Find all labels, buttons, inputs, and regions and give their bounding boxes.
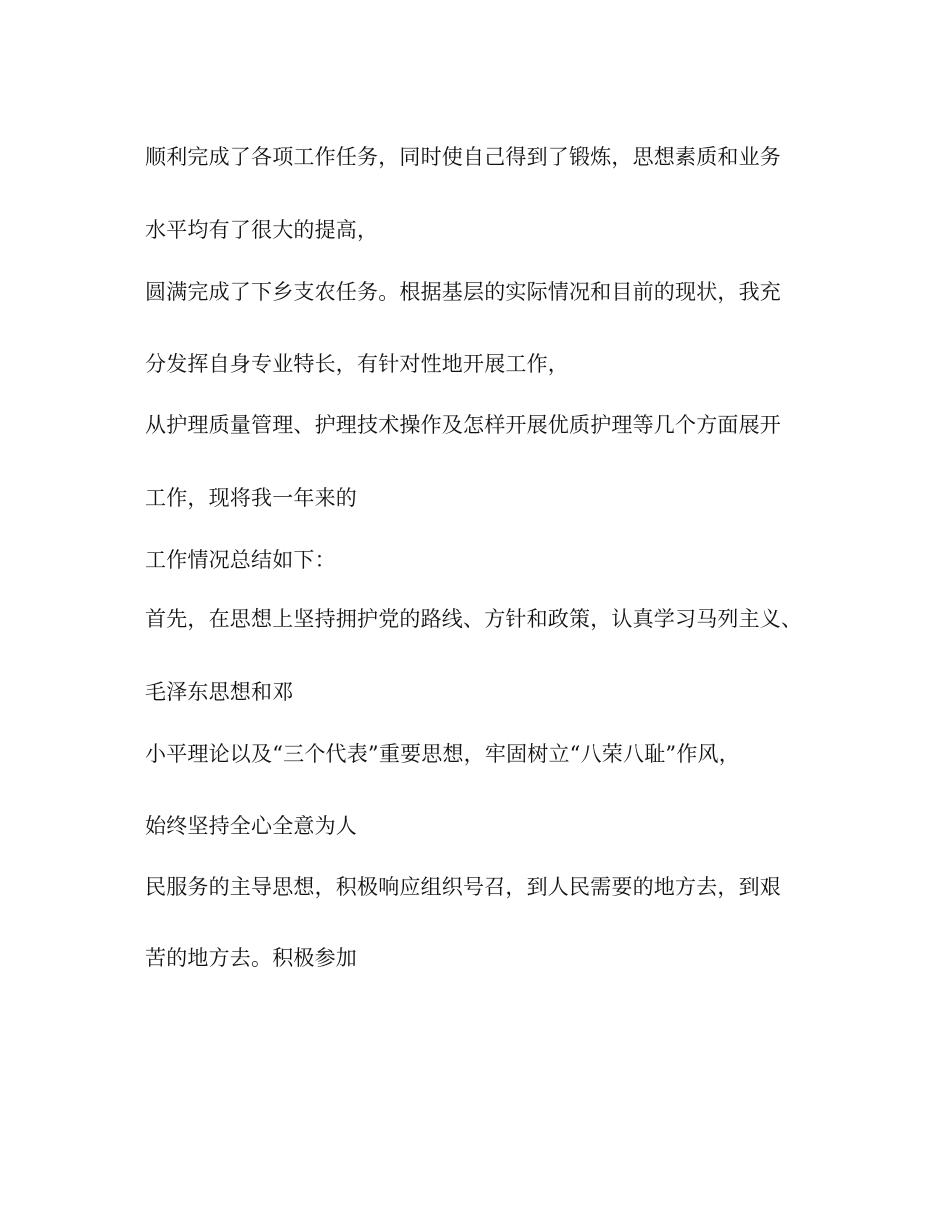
text-line-5: 从护理质量管理、护理技术操作及怎样开展优质护理等几个方面展开 — [145, 413, 781, 437]
text-line-2: 水平均有了很大的提高， — [145, 218, 379, 242]
text-line-1: 顺利完成了各项工作任务，同时使自己得到了锻炼，思想素质和业务 — [145, 145, 781, 169]
text-line-13: 苦的地方去。积极参加 — [145, 946, 357, 970]
text-line-11: 始终坚持全心全意为人 — [145, 814, 357, 838]
text-line-6: 工作，现将我一年来的 — [145, 486, 357, 510]
text-line-8: 首先，在思想上坚持拥护党的路线、方针和政策，认真学习马列主义、 — [145, 607, 803, 631]
text-line-3: 圆满完成了下乡支农任务。根据基层的实际情况和目前的现状，我充 — [145, 280, 781, 304]
text-line-10: 小平理论以及“三个代表”重要思想，牢固树立“八荣八耻”作风， — [145, 742, 740, 766]
text-line-7: 工作情况总结如下： — [145, 548, 336, 572]
text-line-12: 民服务的主导思想，积极响应组织号召，到人民需要的地方去，到艰 — [145, 875, 781, 899]
text-line-9: 毛泽东思想和邓 — [145, 680, 294, 704]
text-line-4: 分发挥自身专业特长，有针对性地开展工作， — [145, 352, 569, 376]
